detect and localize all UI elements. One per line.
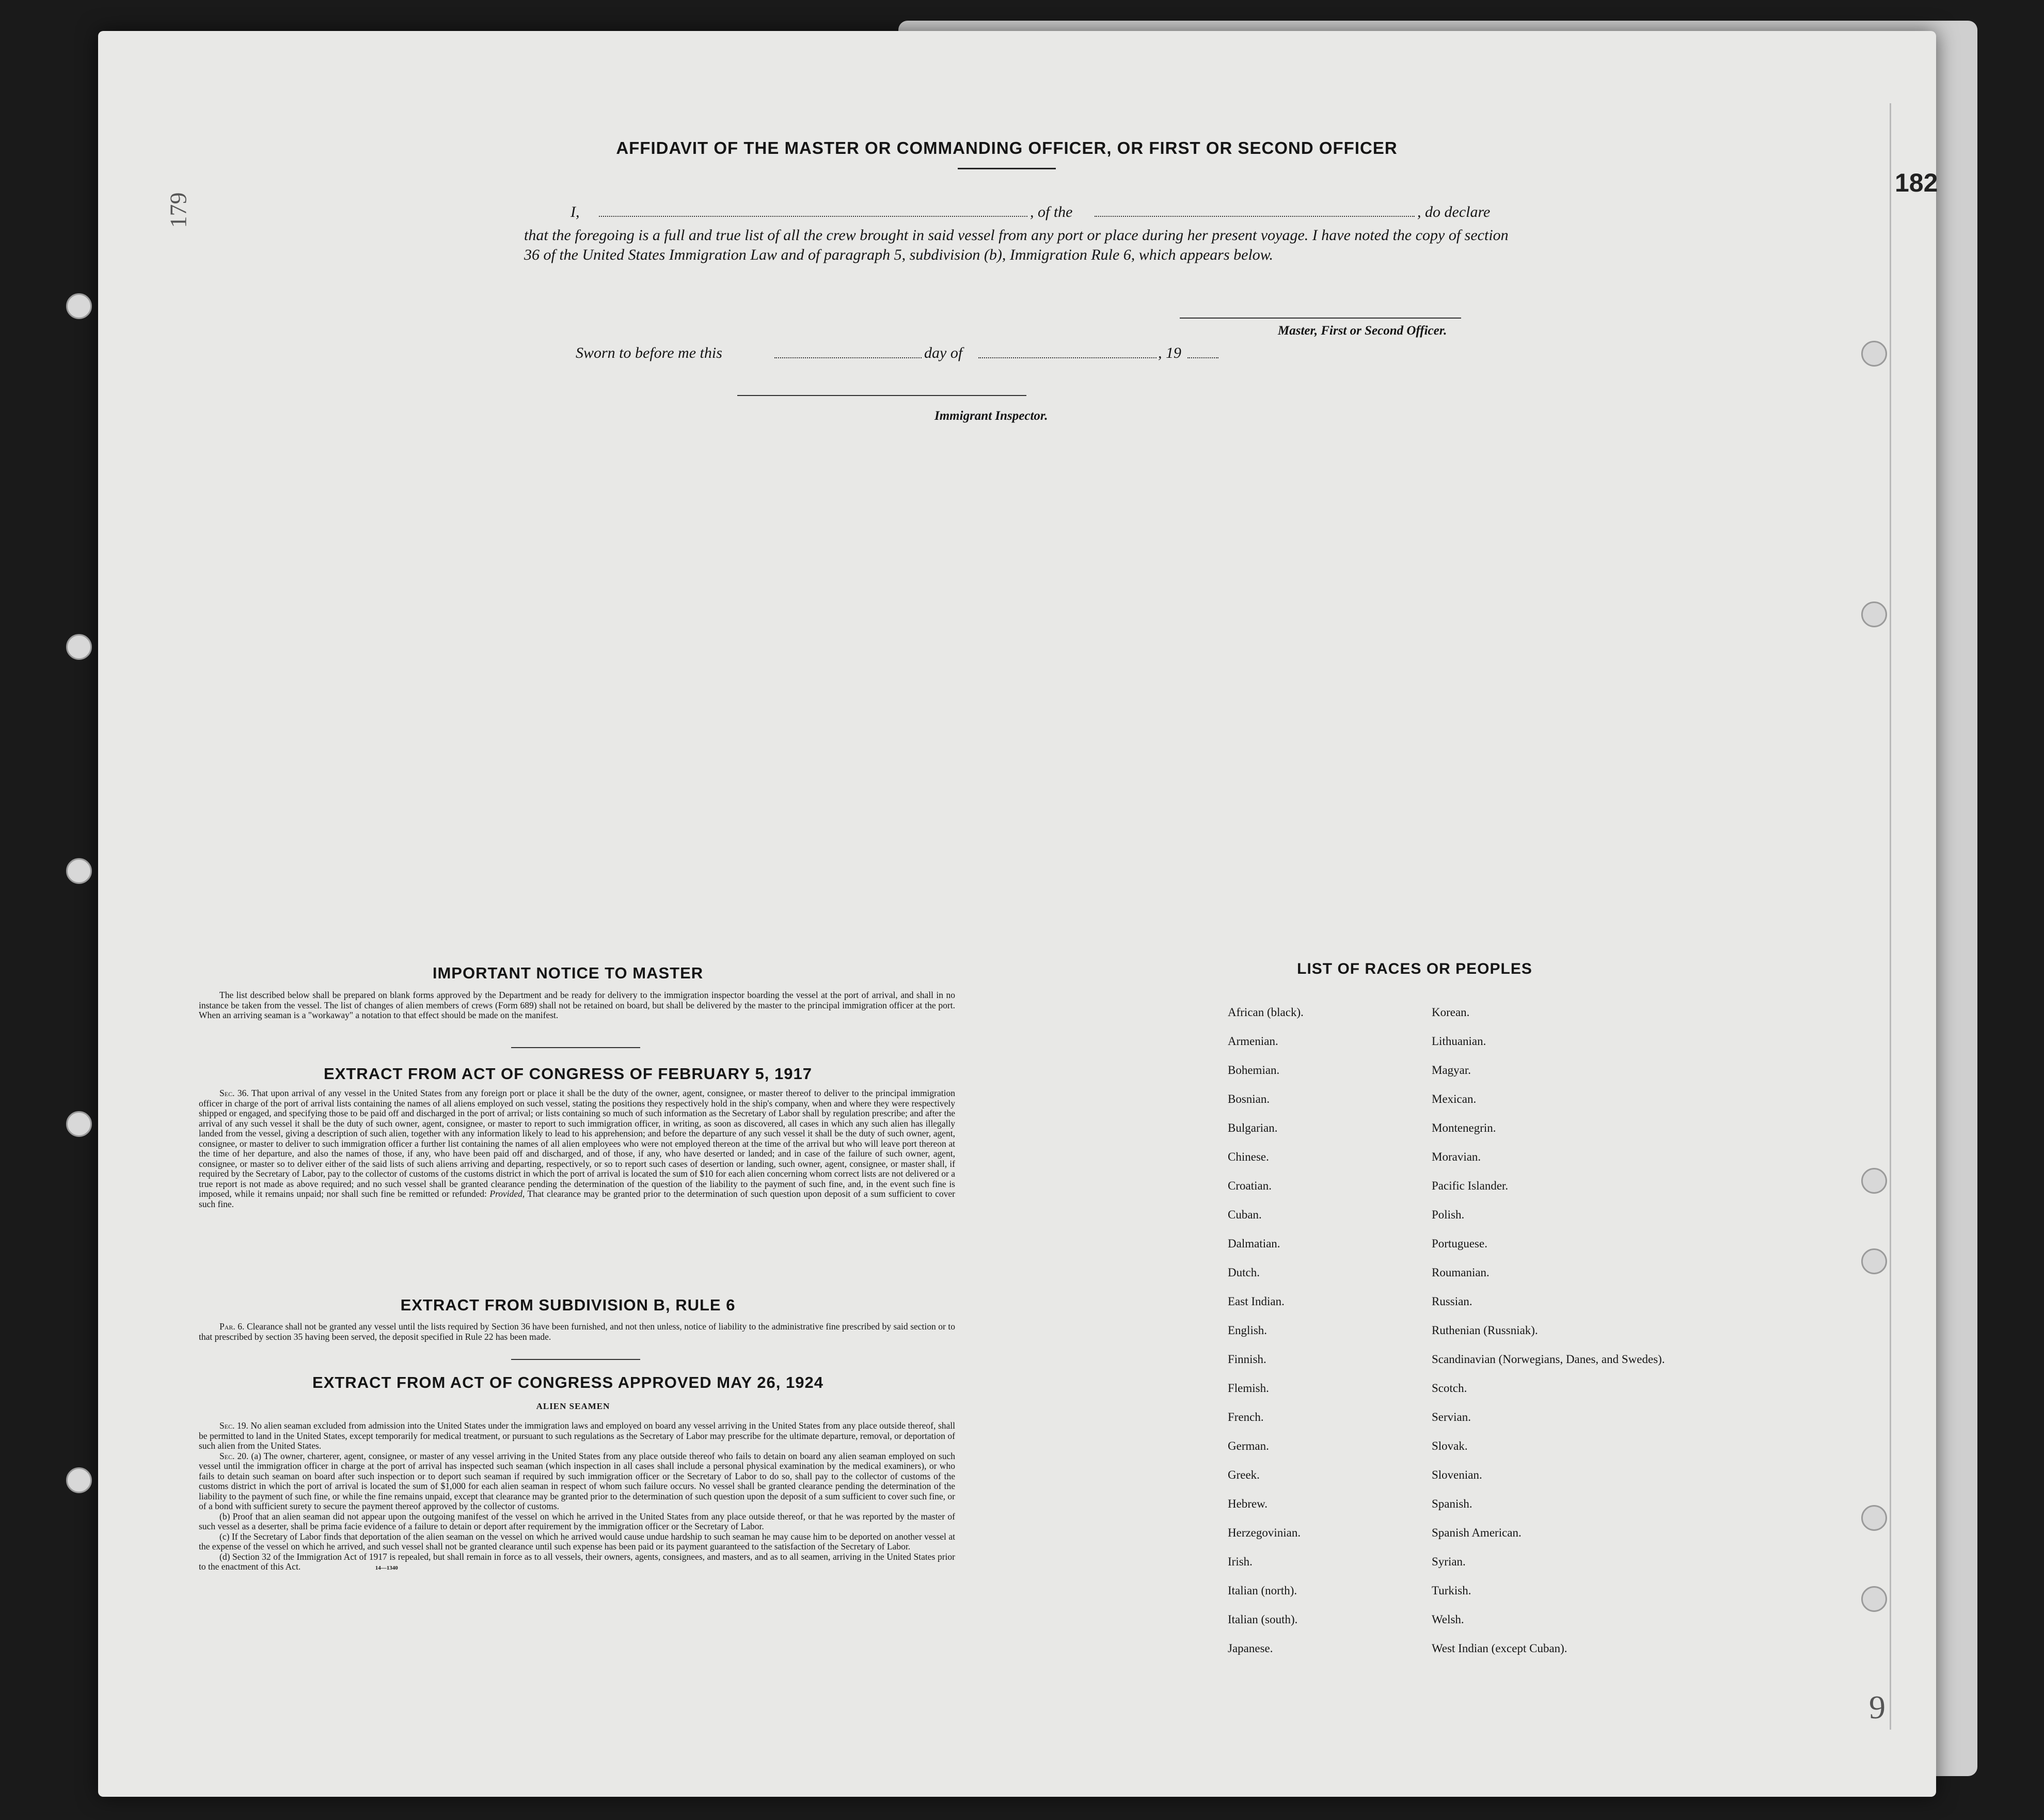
sworn-label: Sworn to before me this bbox=[576, 344, 722, 361]
sec19-paragraph bbox=[199, 1421, 955, 1451]
sec20-label: Sec. 20. bbox=[219, 1450, 249, 1461]
race-item: Scotch. bbox=[1432, 1382, 1467, 1395]
race-item: Armenian. bbox=[1228, 1035, 1278, 1048]
form-code: 14—1340 bbox=[375, 1565, 398, 1571]
rule6-title: EXTRACT FROM SUBDIVISION B, RULE 6 bbox=[400, 1296, 736, 1314]
margin-note: 179 bbox=[165, 192, 192, 228]
race-item: Irish. bbox=[1228, 1555, 1253, 1568]
race-item: Chinese. bbox=[1228, 1150, 1269, 1163]
race-item: Moravian. bbox=[1432, 1150, 1481, 1163]
race-item: African (black). bbox=[1228, 1006, 1304, 1019]
punch-hole bbox=[1861, 1586, 1887, 1612]
sec20b-paragraph: (b) Proof that an alien seaman did not appear upon the outgoing manifest of the vessel on which he arrived in the United States from any place outside thereof, or that he was reported by the master of such vessel as a deserter, shall be prima facie evidence of a failure to detain or deport after requirement by the immigration officer or the Secretary of Labor. bbox=[199, 1511, 955, 1531]
race-item: Bulgarian. bbox=[1228, 1121, 1278, 1134]
race-item: Italian (north). bbox=[1228, 1584, 1297, 1597]
punch-hole bbox=[66, 634, 92, 660]
race-item: Ruthenian (Russniak). bbox=[1432, 1324, 1538, 1337]
sworn-day-blank[interactable] bbox=[774, 357, 922, 358]
day-of-label: day of bbox=[924, 344, 963, 361]
punch-hole bbox=[1861, 1168, 1887, 1194]
race-item: Polish. bbox=[1432, 1208, 1465, 1221]
rule6-text bbox=[199, 1322, 955, 1342]
punch-hole bbox=[1861, 341, 1887, 367]
punch-hole bbox=[1861, 1505, 1887, 1531]
notice-text: The list described below shall be prepared on blank forms approved by the Department and be ready for delivery to the immigration inspector boarding the vessel at the port of arrival, and shall in no instance be taken from the vessel. The list of changes of alien members of crews (Form 689) shall not be retained on board, but shall be delivered by the master to the principal immigration officer at the port. When an arriving seaman is a "workaway" a notation to that effect should be made on the manifest. bbox=[199, 990, 955, 1020]
race-item: Japanese. bbox=[1228, 1642, 1273, 1655]
race-item: Bosnian. bbox=[1228, 1093, 1270, 1105]
vessel-name-blank[interactable] bbox=[1095, 216, 1415, 217]
race-item: Roumanian. bbox=[1432, 1266, 1490, 1279]
affidavit-i-label: I, bbox=[571, 203, 580, 220]
race-item: Croatian. bbox=[1228, 1179, 1272, 1192]
section-divider bbox=[511, 1359, 640, 1360]
race-item: Italian (south). bbox=[1228, 1613, 1298, 1626]
section-text: That upon arrival of any vessel in the United States from any foreign port or place it shall be the duty of the owner, agent, consignee, or master thereof to deliver to the principal immigration officer in charge of the port of arrival lists containing the names of all aliens employed on such vessel, stating the positions they respectively hold in the ship's company, when and where they were respectively shipped or engaged, and specifying those to be paid off and discharged in the port of arrival; or lists containing so much of such information as the Secretary of Labor shall by regulation prescribe; and after the arrival of any such vessel it shall be the duty of such owner, agent, consignee, or master to report to such immigration officer, in writing, as soon as discovered, all cases in which any such alien has illegally landed from the vessel, giving a description of such alien, together with any information likely to lead to his apprehension; and before the departure of any such vessel it shall be the duty of such owner, agent, consignee, or master to deliver to such immigration officer a further list containing the names of all alien employees who were not employed thereon at the time of the arrival but who will leave port thereon at the time of her departure, and also the names of those, if any, who have been paid off and discharged, and of those, if any, who have deserted or landed; and in case of the failure of such owner, agent, consignee, or master so to deliver either of the said lists of such aliens arriving and departing, respectively, or so to report such cases of desertion or landing, such owner, agent, consignee, or master shall, if required by the Secretary of Labor, pay to the collector of customs of the customs district in which the port of arrival is located the sum of $10 for each alien concerning whom correct lists are not delivered or a true report is not made as above required; and no such vessel shall be granted clearance pending the determination of the question of the liability to the payment of such fine, and, in the event such fine is imposed, while it remains unpaid; nor shall such fine be remitted or refunded: bbox=[199, 1088, 955, 1199]
handwritten-mark: 9 bbox=[1869, 1689, 1885, 1726]
master-signature-label: Master, First or Second Officer. bbox=[1278, 324, 1447, 338]
race-item: Slovak. bbox=[1432, 1439, 1468, 1452]
section-divider bbox=[511, 1047, 640, 1048]
race-item: Hebrew. bbox=[1228, 1497, 1268, 1510]
race-item: French. bbox=[1228, 1411, 1264, 1423]
race-item: Turkish. bbox=[1432, 1584, 1471, 1597]
race-item: German. bbox=[1228, 1439, 1269, 1452]
section-text-end: That clearance may be granted prior to the determination of such question upon deposit of a sum sufficient to cover such fine. bbox=[199, 1189, 955, 1209]
race-item: Dutch. bbox=[1228, 1266, 1260, 1279]
race-item: Spanish American. bbox=[1432, 1526, 1522, 1539]
punch-hole bbox=[66, 1111, 92, 1137]
race-item: Magyar. bbox=[1432, 1064, 1471, 1077]
punch-hole bbox=[1861, 602, 1887, 627]
title-rule bbox=[958, 168, 1056, 169]
race-item: East Indian. bbox=[1228, 1295, 1285, 1308]
race-item: Herzegovinian. bbox=[1228, 1526, 1301, 1539]
race-item: Cuban. bbox=[1228, 1208, 1262, 1221]
affidavit-of-label: , of the bbox=[1030, 203, 1073, 220]
bleed-through bbox=[439, 398, 1575, 955]
punch-hole bbox=[66, 293, 92, 319]
page-number: 182 bbox=[1895, 168, 1938, 197]
sec20d-text: (d) Section 32 of the Immigration Act of 1917 is repealed, but shall remain in force as to all vessels, their owners, agents, consignees, and masters, and as to all seamen, arriving in the United States prior to the enactment of this Act. bbox=[199, 1551, 955, 1572]
races-left-column bbox=[1228, 1006, 1445, 1671]
sworn-year-blank[interactable] bbox=[1187, 357, 1218, 358]
extract-1917-title: EXTRACT FROM ACT OF CONGRESS OF FEBRUARY 5, 1917 bbox=[324, 1065, 812, 1083]
master-signature-blank[interactable] bbox=[1180, 318, 1461, 319]
year-label: , 19 bbox=[1158, 344, 1181, 361]
race-item: Portuguese. bbox=[1432, 1237, 1487, 1250]
race-item: Montenegrin. bbox=[1432, 1121, 1496, 1134]
paragraph-label: Par. 6. bbox=[219, 1321, 245, 1332]
sworn-month-blank[interactable] bbox=[978, 357, 1156, 358]
punch-hole bbox=[1861, 1248, 1887, 1274]
sec20a-paragraph bbox=[199, 1451, 955, 1512]
race-item: Mexican. bbox=[1432, 1093, 1477, 1105]
races-title: LIST OF RACES OR PEOPLES bbox=[1297, 960, 1532, 977]
inspector-signature-blank[interactable] bbox=[737, 395, 1026, 396]
extract-1924-text bbox=[199, 1421, 955, 1574]
race-item: Russian. bbox=[1432, 1295, 1472, 1308]
race-item: Syrian. bbox=[1432, 1555, 1466, 1568]
punch-hole bbox=[66, 858, 92, 884]
extract-1917-text bbox=[199, 1088, 955, 1209]
affidavit-body: that the foregoing is a full and true list of all the crew brought in said vessel from any port or place during her present voyage. I have noted the copy of section 36 of the United States Immigration Law and of paragraph 5, subdivision (b), Immigration Rule 6, which appears below. bbox=[524, 227, 1509, 263]
officer-name-blank[interactable] bbox=[599, 216, 1027, 217]
race-item: Bohemian. bbox=[1228, 1064, 1280, 1077]
punch-hole bbox=[66, 1467, 92, 1493]
section-label: Sec. 36. bbox=[219, 1088, 249, 1098]
race-item: West Indian (except Cuban). bbox=[1432, 1642, 1567, 1655]
race-item: Flemish. bbox=[1228, 1382, 1269, 1395]
alien-seamen-subtitle: ALIEN SEAMEN bbox=[536, 1401, 610, 1411]
affidavit-title: AFFIDAVIT OF THE MASTER OR COMMANDING OFFICER, OR FIRST OR SECOND OFFICER bbox=[616, 138, 1398, 157]
sec20d-paragraph bbox=[199, 1552, 955, 1574]
race-item: Lithuanian. bbox=[1432, 1035, 1486, 1048]
race-item: Servian. bbox=[1432, 1411, 1471, 1423]
race-item: Dalmatian. bbox=[1228, 1237, 1280, 1250]
sec20a-text: (a) The owner, charterer, agent, consignee, or master of any vessel arriving in the United States from any place outside thereof who fails to detain on board any alien seaman employed on such vessel until the immigration officer in charge at the port of arrival has inspected such seaman (which inspection in all cases shall include a personal physical examination by the medical examiners), or who fails to detain such seaman on board after such inspection or to deport such seaman if required by such immigration officer or the Secretary of Labor to do so, shall pay to the collector of customs of the customs district in which the port of arrival is located the sum of $1,000 for each alien seaman in respect of whom such failure occurs. No vessel shall be granted clearance pending the determination of the liability to the payment of such fine, or while the fine remains unpaid, except that clearance may be granted prior to the determination of such question upon the deposit of a sum sufficient to cover such fine, or of a bond with sufficient surety to secure the payment thereof approved by the collector of customs. bbox=[199, 1450, 956, 1511]
proviso-label: Provided, bbox=[489, 1189, 525, 1199]
inspector-signature-label: Immigrant Inspector. bbox=[934, 409, 1048, 423]
sec20c-paragraph: (c) If the Secretary of Labor finds that deportation of the alien seaman on the vessel on which he arrived would cause undue hardship to such seaman he may cause him to be deported on another vessel at the expense of the vessel on which he arrived, and such vessel shall not be granted clearance until such expense has been paid or its payment guaranteed to the satisfaction of the Secretary of Labor. bbox=[199, 1531, 955, 1552]
extract-1924-title: EXTRACT FROM ACT OF CONGRESS APPROVED MAY 26, 1924 bbox=[312, 1373, 823, 1391]
affidavit-declare-label: , do declare bbox=[1417, 203, 1491, 220]
page-fold bbox=[1890, 103, 1891, 1730]
race-item: Korean. bbox=[1432, 1006, 1470, 1019]
race-item: Welsh. bbox=[1432, 1613, 1464, 1626]
race-item: Greek. bbox=[1228, 1468, 1260, 1481]
race-item: Scandinavian (Norwegians, Danes, and Swedes). bbox=[1432, 1353, 1665, 1366]
race-item: Slovenian. bbox=[1432, 1468, 1482, 1481]
race-item: Finnish. bbox=[1228, 1353, 1266, 1366]
sec19-text: No alien seaman excluded from admission into the United States under the immigration laws and employed on board any vessel arriving in the United States from any place outside thereof, shall be permitted to land in the United States, except temporarily for medical treatment, or pursuant to such regulations as the Secretary of Labor may prescribe for the ultimate departure, removal, or deportation of such alien from the United States. bbox=[199, 1420, 956, 1451]
race-item: Spanish. bbox=[1432, 1497, 1472, 1510]
notice-title: IMPORTANT NOTICE TO MASTER bbox=[432, 964, 704, 982]
paragraph-text: Clearance shall not be granted any vessel until the lists required by Section 36 have been furnished, and not then unless, notice of liability to the administrative fine prescribed by said section or to that prescribed by section 35 having been served, the deposit specified in Rule 22 has been made. bbox=[199, 1321, 956, 1342]
race-item: Pacific Islander. bbox=[1432, 1179, 1509, 1192]
race-item: English. bbox=[1228, 1324, 1267, 1337]
races-right-column bbox=[1432, 1006, 1679, 1671]
sec19-label: Sec. 19. bbox=[219, 1420, 248, 1431]
